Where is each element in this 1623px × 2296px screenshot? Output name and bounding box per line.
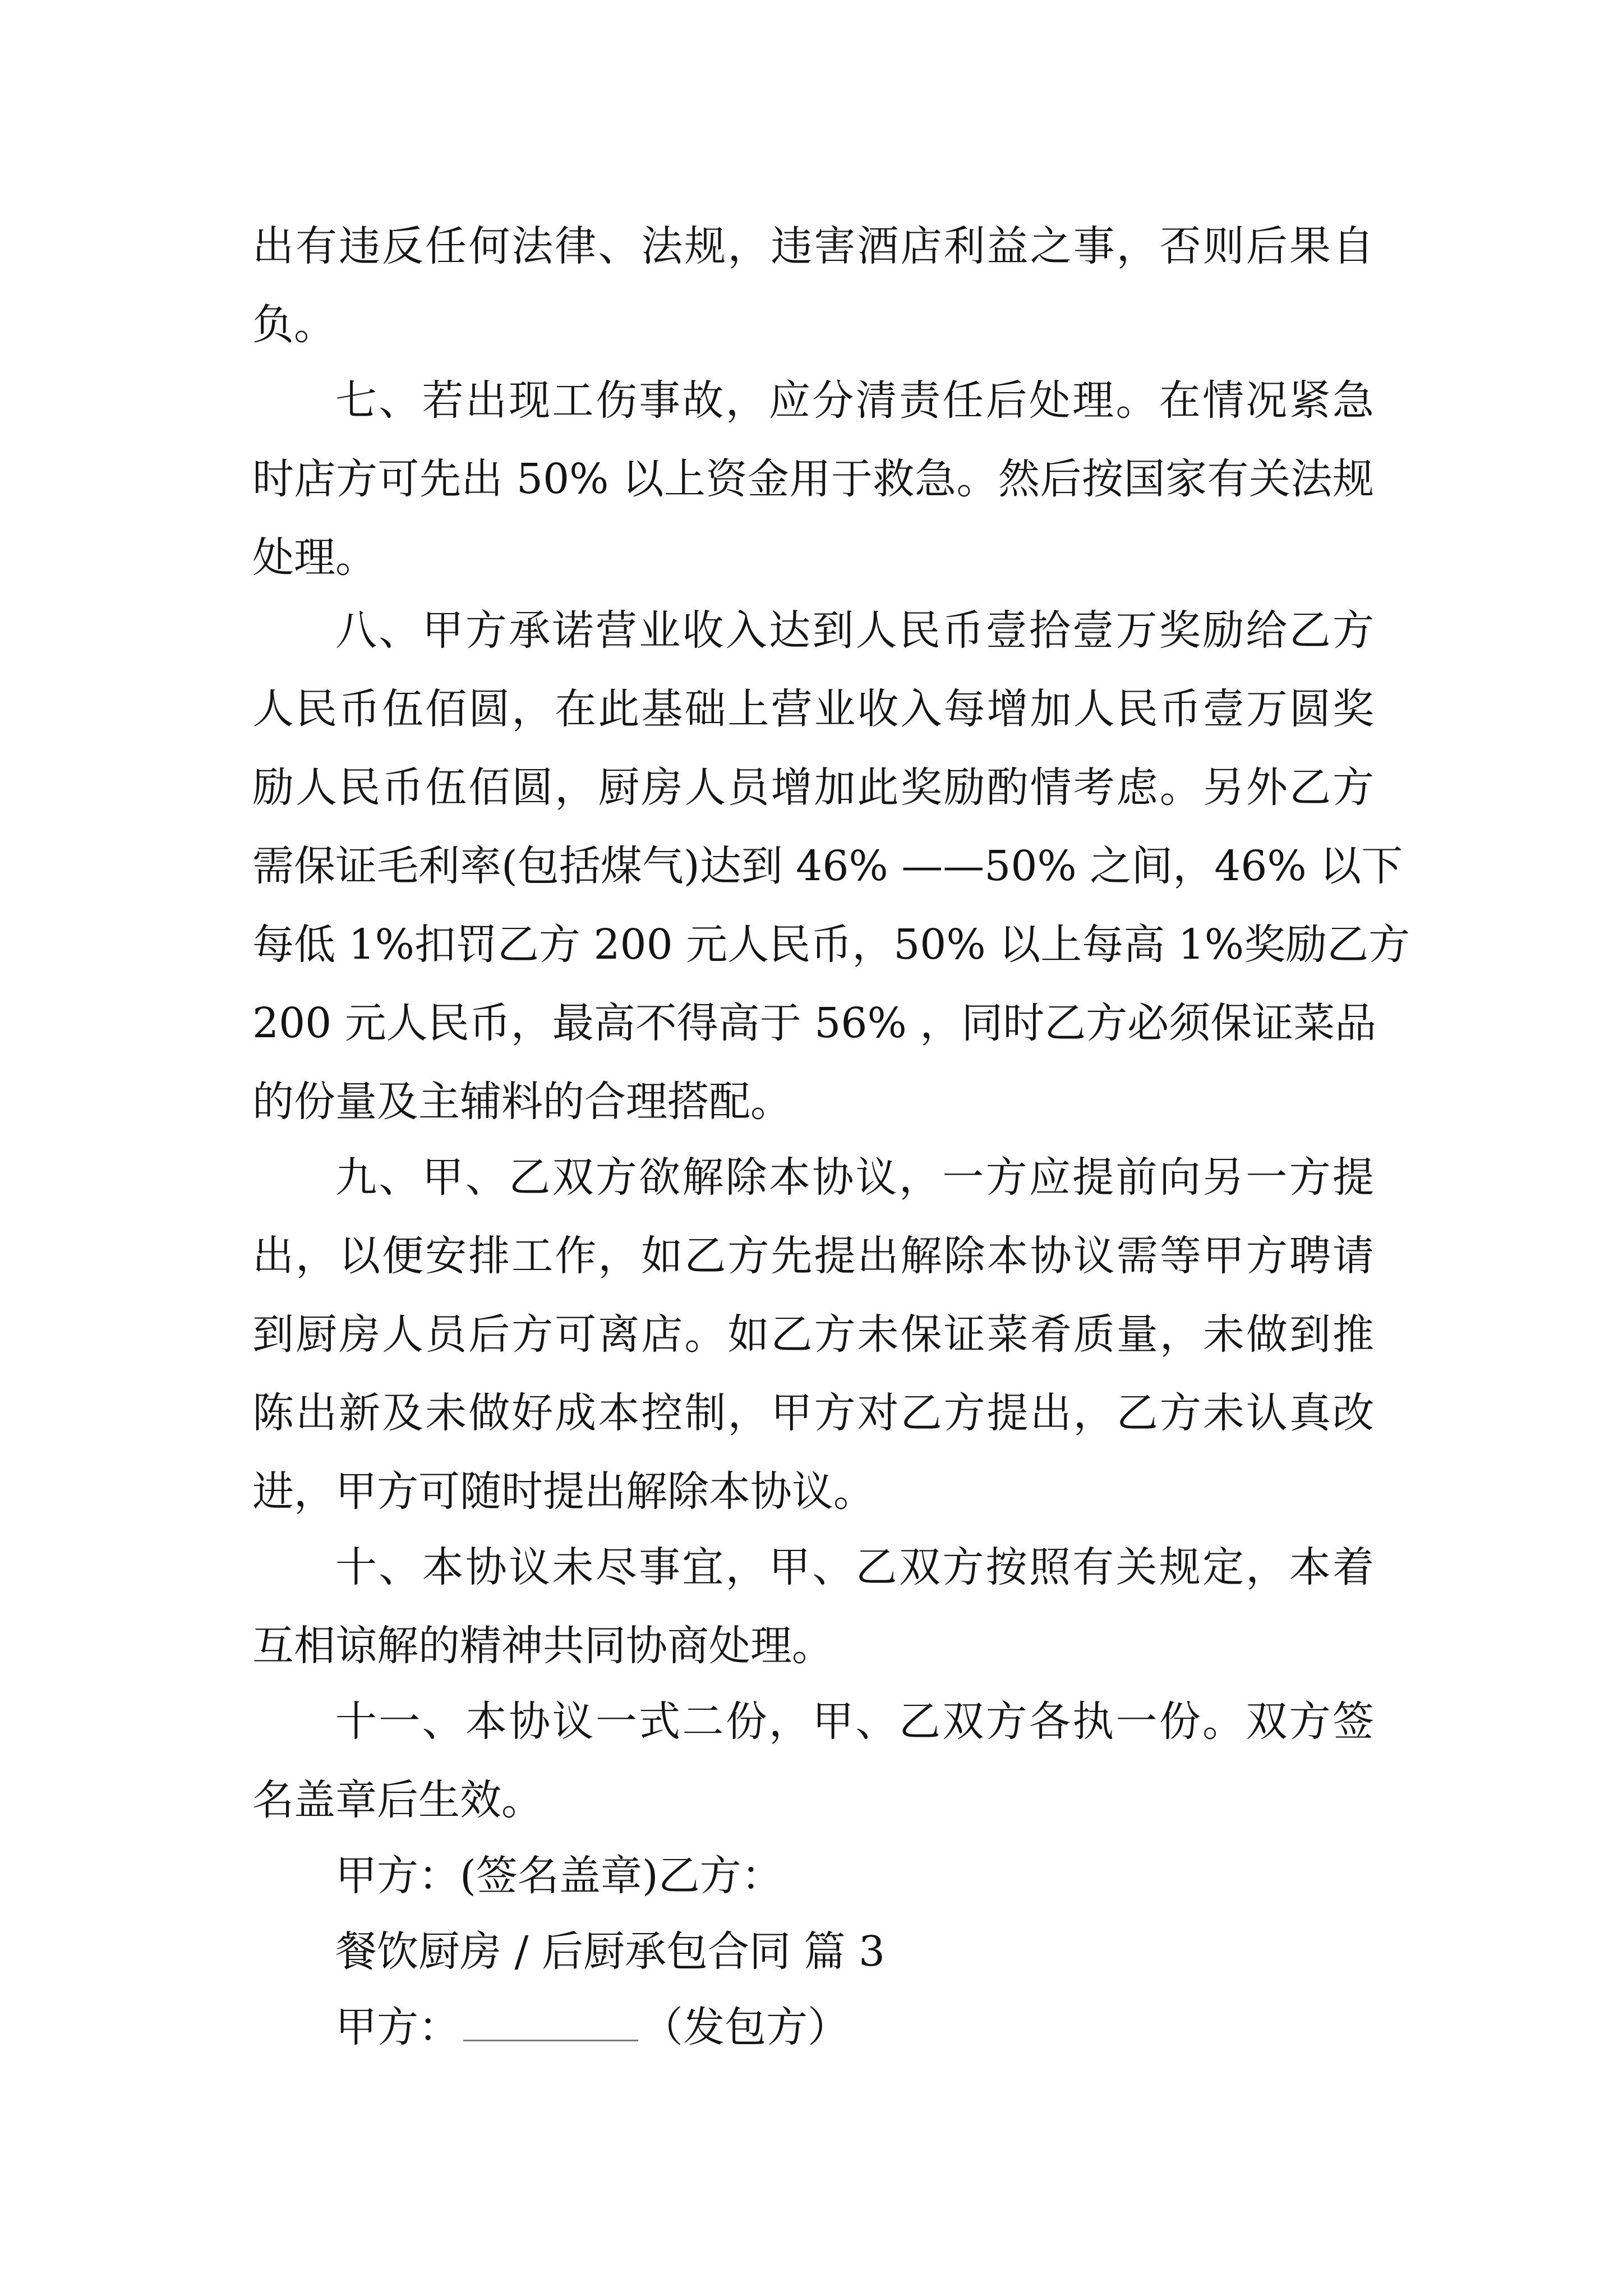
paragraph-line: 出，以便安排工作，如乙方先提出解除本协议需等甲方聘请 <box>252 1232 1374 1280</box>
party-a-line <box>335 1994 1374 2054</box>
party-a-suffix: （发包方） <box>642 2003 849 2051</box>
signature-line: 甲方：(签名盖章)乙方： <box>335 1852 783 1900</box>
paragraph-line: 的份量及主辅料的合理搭配。 <box>252 1078 792 1126</box>
paragraph-line: 十、本协议未尽事宜，甲、乙双方按照有关规定，本着 <box>335 1543 1374 1591</box>
paragraph-line: 励人民币伍佰圆，厨房人员增加此奖励酌情考虑。另外乙方 <box>252 763 1374 812</box>
paragraph-line: 人民币伍佰圆，在此基础上营业收入每增加人民币壹万圆奖 <box>252 685 1374 733</box>
paragraph-line: 九、甲、乙双方欲解除本协议，一方应提前向另一方提 <box>335 1153 1374 1202</box>
party-a-blank-field <box>463 2006 638 2041</box>
paragraph-line: 陈出新及未做好成本控制，甲方对乙方提出，乙方未认真改 <box>252 1389 1374 1437</box>
paragraph-line: 处理。 <box>252 533 377 582</box>
paragraph-line: 八、甲方承诺营业收入达到人民币壹拾壹万奖励给乙方 <box>335 606 1374 655</box>
paragraph-line: 名盖章后生效。 <box>252 1776 543 1824</box>
paragraph-line: 负。 <box>252 301 335 349</box>
section-title: 餐饮厨房 / 后厨承包合同 篇 3 <box>335 1927 886 1976</box>
paragraph-line: 七、若出现工伤事故，应分清责任后处理。在情况紧急 <box>335 376 1374 425</box>
paragraph-line: 时店方可先出 50% 以上资金用于救急。然后按国家有关法规 <box>252 455 1374 503</box>
paragraph-line: 出有违反任何法律、法规，违害酒店利益之事，否则后果自 <box>252 222 1374 270</box>
paragraph-line: 十一、本协议一式二份，甲、乙双方各执一份。双方签 <box>335 1697 1374 1746</box>
paragraph-line: 200 元人民币，最高不得高于 56% ，同时乙方必须保证菜品 <box>252 999 1377 1047</box>
party-a-label: 甲方： <box>335 2003 460 2051</box>
paragraph-line: 到厨房人员后方可离店。如乙方未保证菜肴质量，未做到推 <box>252 1310 1374 1359</box>
paragraph-line: 每低 1%扣罚乙方 200 元人民币，50% 以上每高 1%奖励乙方 <box>252 921 1410 969</box>
paragraph-line: 需保证毛利率(包括煤气)达到 46% ——50% 之间，46% 以下 <box>252 842 1403 890</box>
paragraph-line: 互相谅解的精神共同协商处理。 <box>252 1622 833 1670</box>
paragraph-line: 进，甲方可随时提出解除本协议。 <box>252 1467 875 1516</box>
